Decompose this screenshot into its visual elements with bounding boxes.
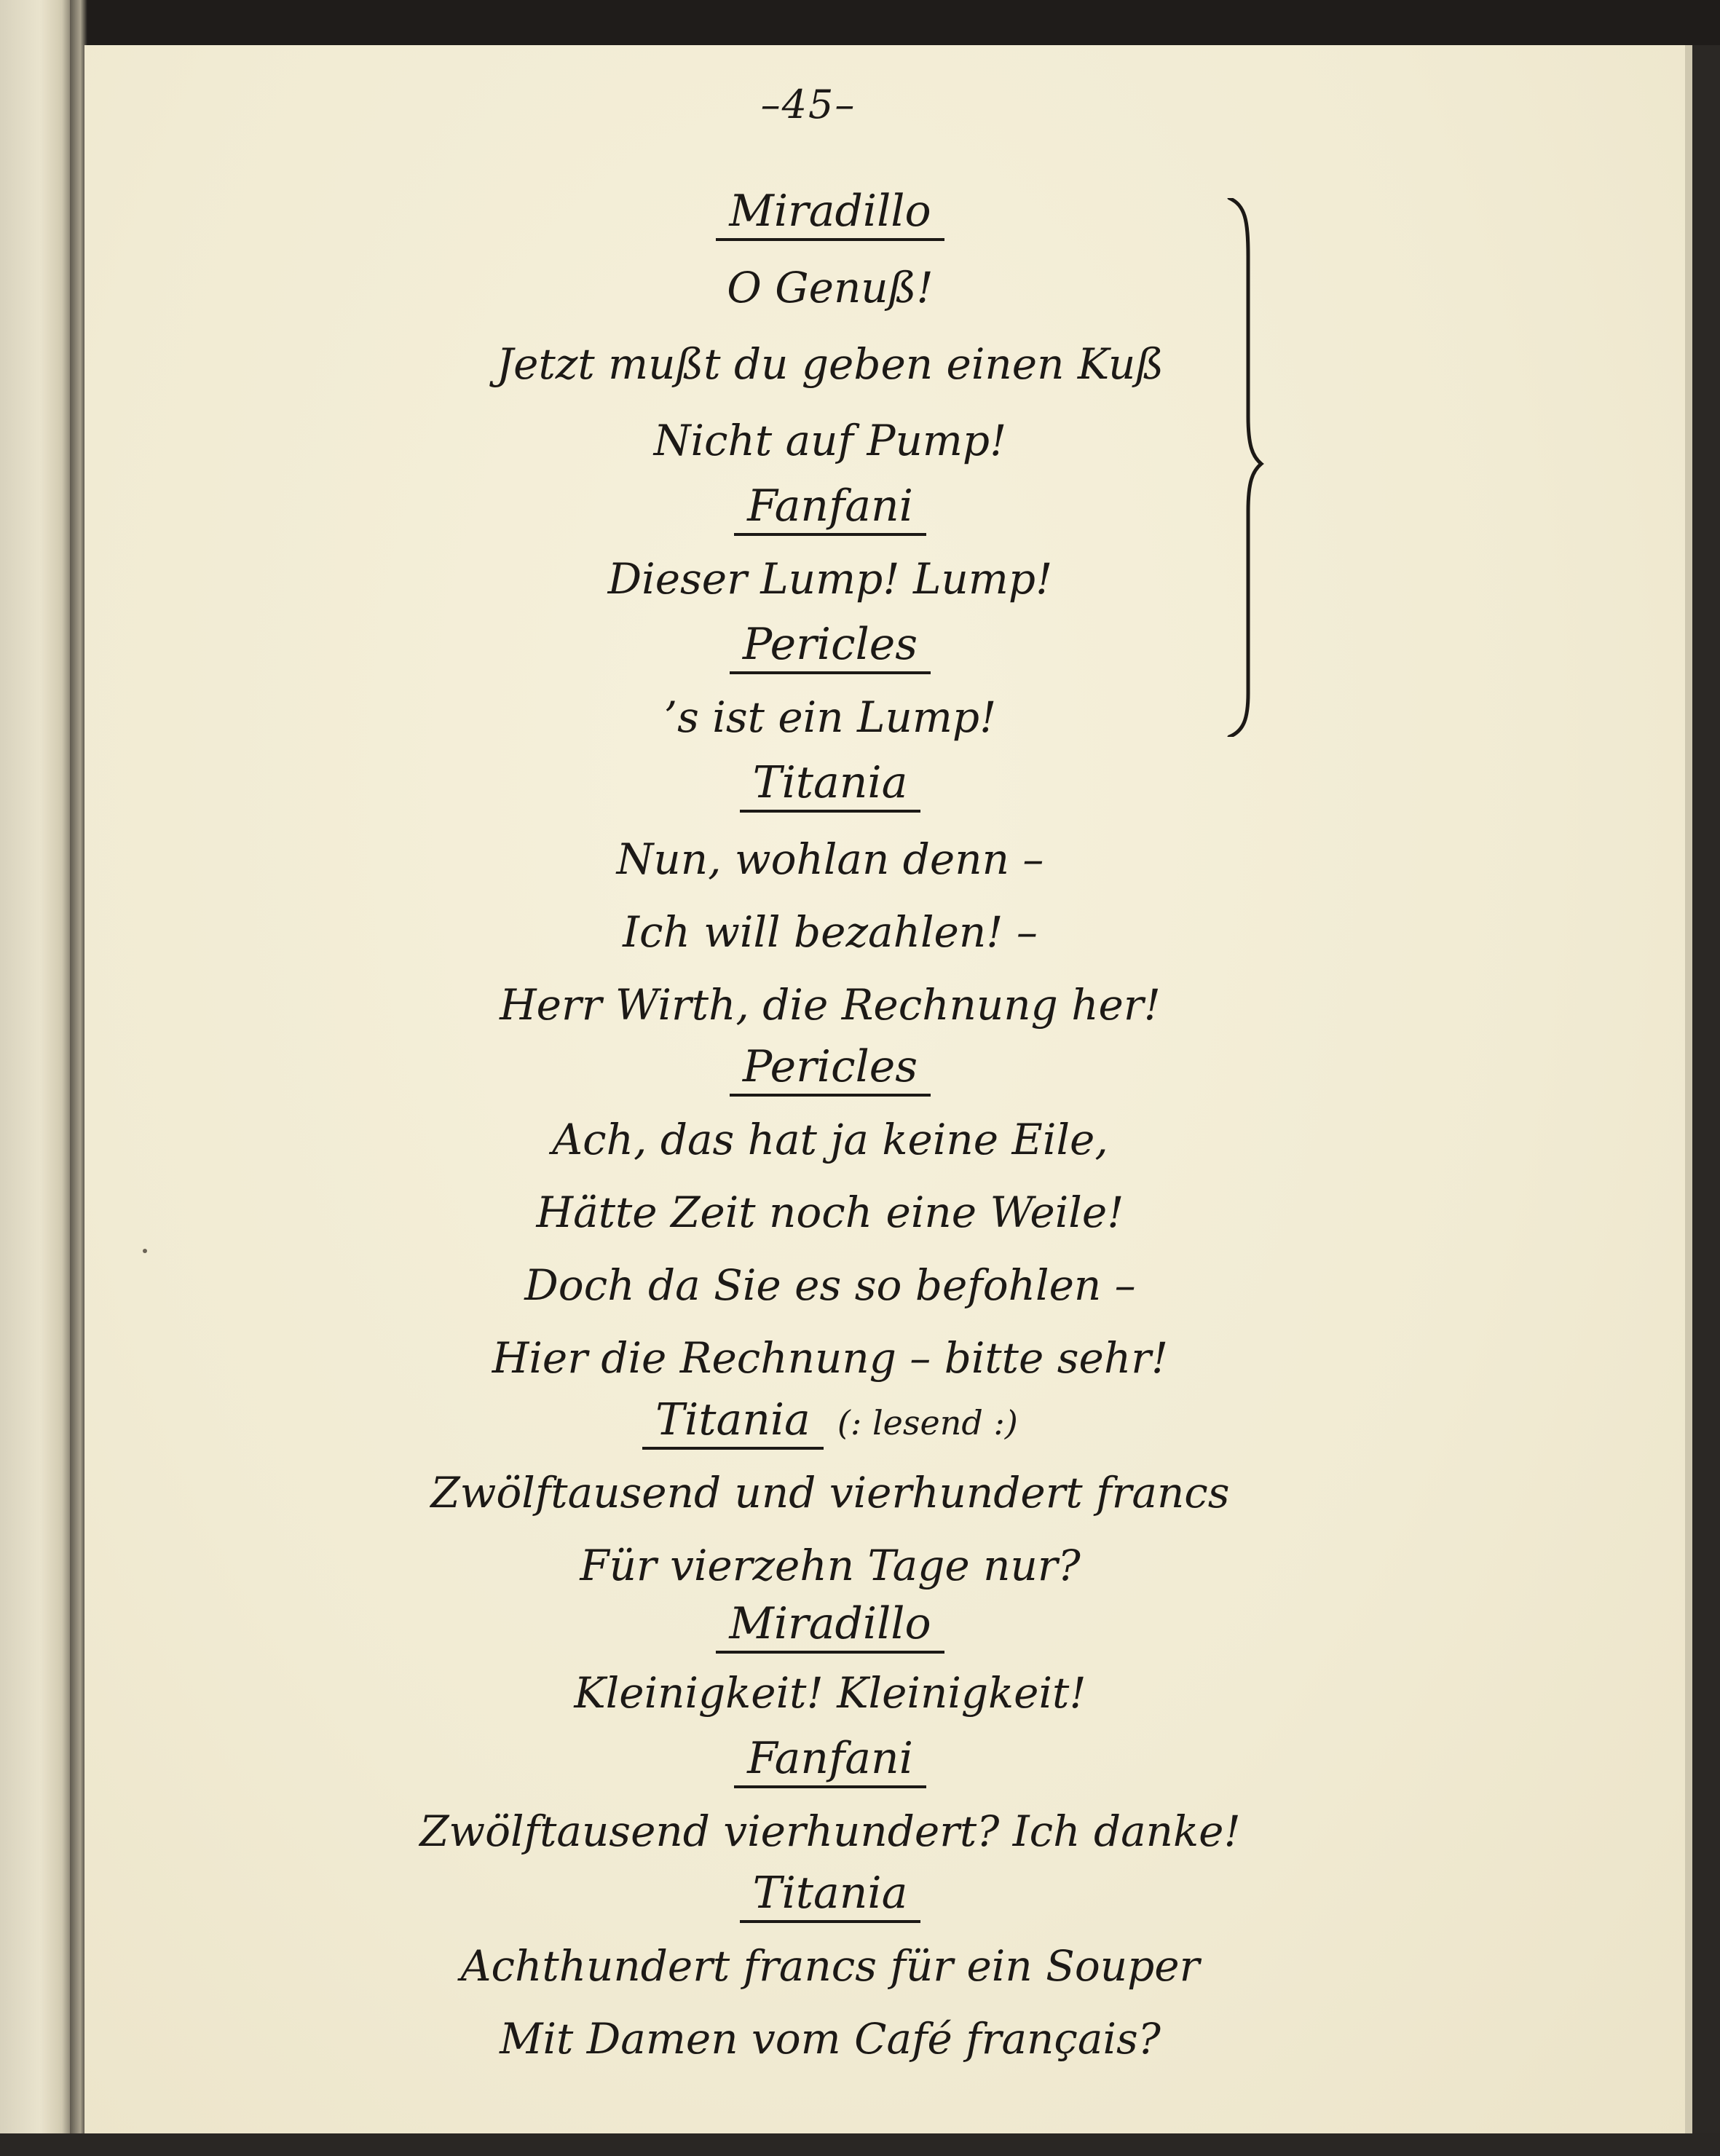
verse-line: Dieser Lump! Lump! (607, 554, 1053, 604)
speaker-label: Titania (740, 1868, 921, 1923)
speaker-name (524, 754, 1136, 812)
speaker-name (524, 1864, 1136, 1922)
speaker-label: Pericles (730, 619, 931, 674)
verse-line: Für vierzehn Tage nur? (580, 1541, 1081, 1590)
verse-line: Mit Damen vom Café français? (500, 2014, 1161, 2064)
verse-line: Zwölftausend vierhundert? Ich danke! (419, 1806, 1241, 1856)
stage-direction: (: lesend :) (837, 1403, 1018, 1442)
ensemble-bracket (1223, 198, 1267, 737)
verse-line: Achthundert francs für ein Souper (460, 1941, 1200, 1991)
left-page-strip (44, 0, 60, 2156)
verse-line: Herr Wirth, die Rechnung her! (500, 980, 1161, 1030)
verse-line: Zwölftausend und vierhundert francs (430, 1468, 1230, 1517)
bottom-backdrop (0, 2133, 1720, 2156)
left-page-edge (0, 0, 73, 2156)
ink-speck (143, 1249, 147, 1253)
verse-line: Doch da Sie es so befohlen – (524, 1260, 1136, 1310)
speaker-name (524, 1729, 1136, 1788)
speaker-name (524, 1595, 1136, 1653)
speaker-label: Titania (740, 757, 921, 813)
verse-line: Kleinigkeit! Kleinigkeit! (574, 1668, 1086, 1718)
verse-line: O Genuß! (727, 263, 934, 312)
speaker-name (524, 615, 1136, 674)
verse-line: Nun, wohlan denn – (616, 834, 1044, 884)
speaker-label: Pericles (730, 1041, 931, 1097)
speaker-label: Miradillo (716, 1598, 944, 1654)
speaker-label: Fanfani (734, 481, 926, 536)
speaker-label: Miradillo (716, 186, 944, 241)
verse-line: ’s ist ein Lump! (663, 692, 997, 742)
verse-line: Ach, das hat ja keine Eile, (552, 1115, 1108, 1164)
speaker-name (524, 182, 1136, 240)
verse-line: Ich will bezahlen! – (623, 907, 1038, 957)
speaker-label: Titania (642, 1394, 824, 1450)
speaker-name (524, 477, 1136, 535)
right-backdrop (1692, 45, 1720, 2156)
verse-line: Jetzt mußt du geben einen Kuß (496, 339, 1164, 389)
verse-line: Nicht auf Pump! (653, 416, 1007, 465)
speaker-name (524, 1391, 1136, 1452)
page-number: –45– (760, 82, 856, 127)
right-page-edge (1685, 45, 1692, 2156)
verse-line: Hätte Zeit noch eine Weile! (536, 1188, 1124, 1237)
speaker-name (524, 1038, 1136, 1096)
scan-backdrop (0, 0, 1720, 45)
speaker-label: Fanfani (734, 1733, 926, 1788)
verse-line: Hier die Rechnung – bitte sehr! (492, 1333, 1169, 1383)
